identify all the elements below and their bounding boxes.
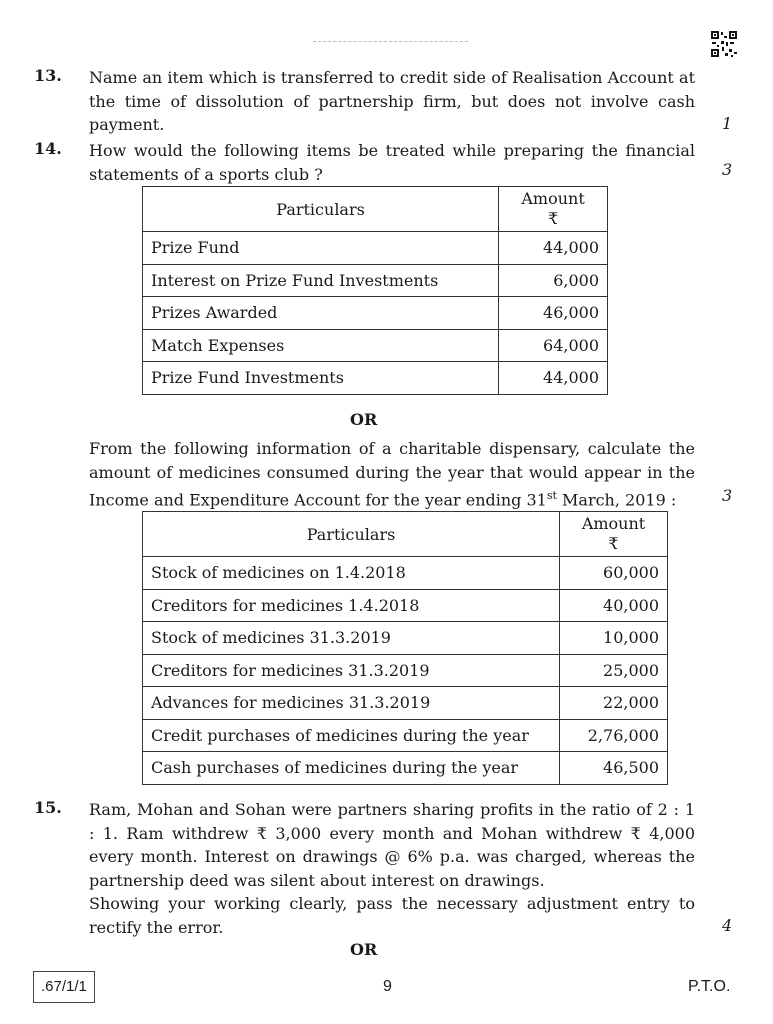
table-row bbox=[143, 687, 668, 720]
particular-cell: Prizes Awarded bbox=[143, 297, 499, 330]
table-row bbox=[143, 232, 608, 265]
page-number: 9 bbox=[383, 978, 392, 995]
table-header-row bbox=[143, 187, 608, 232]
amount-cell: 2,76,000 bbox=[560, 719, 668, 752]
question-13-text: Name an item which is transferred to credit side of Realisation Account at the time of dissolution of partnership firm, but does not involve cash payment. bbox=[89, 68, 695, 134]
particular-cell: Stock of medicines 31.3.2019 bbox=[143, 622, 560, 655]
question-14-number: 14. bbox=[34, 139, 62, 158]
table-row bbox=[143, 752, 668, 785]
table-row bbox=[143, 589, 668, 622]
particular-cell: Cash purchases of medicines during the year bbox=[143, 752, 560, 785]
question-15-marks: 4 bbox=[722, 916, 733, 935]
table-row bbox=[143, 264, 608, 297]
question-15-text-para2: Showing your working clearly, pass the necessary adjustment entry to rectify the error. bbox=[89, 894, 695, 937]
amount-cell: 10,000 bbox=[560, 622, 668, 655]
particulars-header: Particulars bbox=[143, 512, 560, 557]
amount-header: Amount ₹ bbox=[560, 512, 668, 557]
question-14-alt-text: From the following information of a charitable dispensary, calculate the amount of medicines consumed during the year that would appear in the Income and Expenditure Account for the year ending 31st March, 2019 : bbox=[89, 439, 695, 510]
amount-cell: 60,000 bbox=[560, 557, 668, 590]
table-row bbox=[143, 622, 668, 655]
pto-label: P.T.O. bbox=[688, 978, 731, 995]
amount-cell: 44,000 bbox=[499, 362, 608, 395]
particulars-header: Particulars bbox=[143, 187, 499, 232]
amount-cell: 22,000 bbox=[560, 687, 668, 720]
particular-cell: Creditors for medicines 1.4.2018 bbox=[143, 589, 560, 622]
question-13-marks: 1 bbox=[722, 114, 733, 133]
particular-cell: Prize Fund bbox=[143, 232, 499, 265]
question-15-text-para1: Ram, Mohan and Sohan were partners sharing profits in the ratio of 2 : 1 : 1. Ram withdrew ₹ 3,000 every month and Mohan withdrew ₹ 4,000 every month. Interest on drawings @ 6% p.a. was charged, whereas the partnership deed was silent about interest on drawings. bbox=[89, 800, 695, 890]
particular-cell: Stock of medicines on 1.4.2018 bbox=[143, 557, 560, 590]
amount-cell: 44,000 bbox=[499, 232, 608, 265]
table-row bbox=[143, 719, 668, 752]
amount-cell: 25,000 bbox=[560, 654, 668, 687]
amount-cell: 40,000 bbox=[560, 589, 668, 622]
table-row bbox=[143, 557, 668, 590]
amount-header: Amount ₹ bbox=[499, 187, 608, 232]
header-rule bbox=[313, 41, 468, 42]
question-13-number: 13. bbox=[34, 66, 62, 85]
table-row bbox=[143, 329, 608, 362]
prize-fund-table bbox=[142, 186, 608, 395]
question-14-marks: 3 bbox=[722, 160, 733, 179]
table-row bbox=[143, 654, 668, 687]
medicines-table bbox=[142, 511, 668, 785]
table-header-row bbox=[143, 512, 668, 557]
or-label: OR bbox=[350, 410, 378, 429]
amount-cell: 46,500 bbox=[560, 752, 668, 785]
amount-cell: 64,000 bbox=[499, 329, 608, 362]
question-15-number: 15. bbox=[34, 798, 62, 817]
particular-cell: Advances for medicines 31.3.2019 bbox=[143, 687, 560, 720]
question-14-text: How would the following items be treated while preparing the financial statements of a sports club ? bbox=[89, 141, 695, 184]
table-row bbox=[143, 362, 608, 395]
table-row bbox=[143, 297, 608, 330]
particular-cell: Prize Fund Investments bbox=[143, 362, 499, 395]
or-label: OR bbox=[350, 940, 378, 959]
particular-cell: Credit purchases of medicines during the year bbox=[143, 719, 560, 752]
amount-cell: 6,000 bbox=[499, 264, 608, 297]
amount-cell: 46,000 bbox=[499, 297, 608, 330]
particular-cell: Interest on Prize Fund Investments bbox=[143, 264, 499, 297]
qr-code-icon bbox=[710, 30, 738, 58]
particular-cell: Match Expenses bbox=[143, 329, 499, 362]
particular-cell: Creditors for medicines 31.3.2019 bbox=[143, 654, 560, 687]
paper-code-box: .67/1/1 bbox=[33, 971, 95, 1003]
question-14-alt-marks: 3 bbox=[722, 486, 733, 505]
